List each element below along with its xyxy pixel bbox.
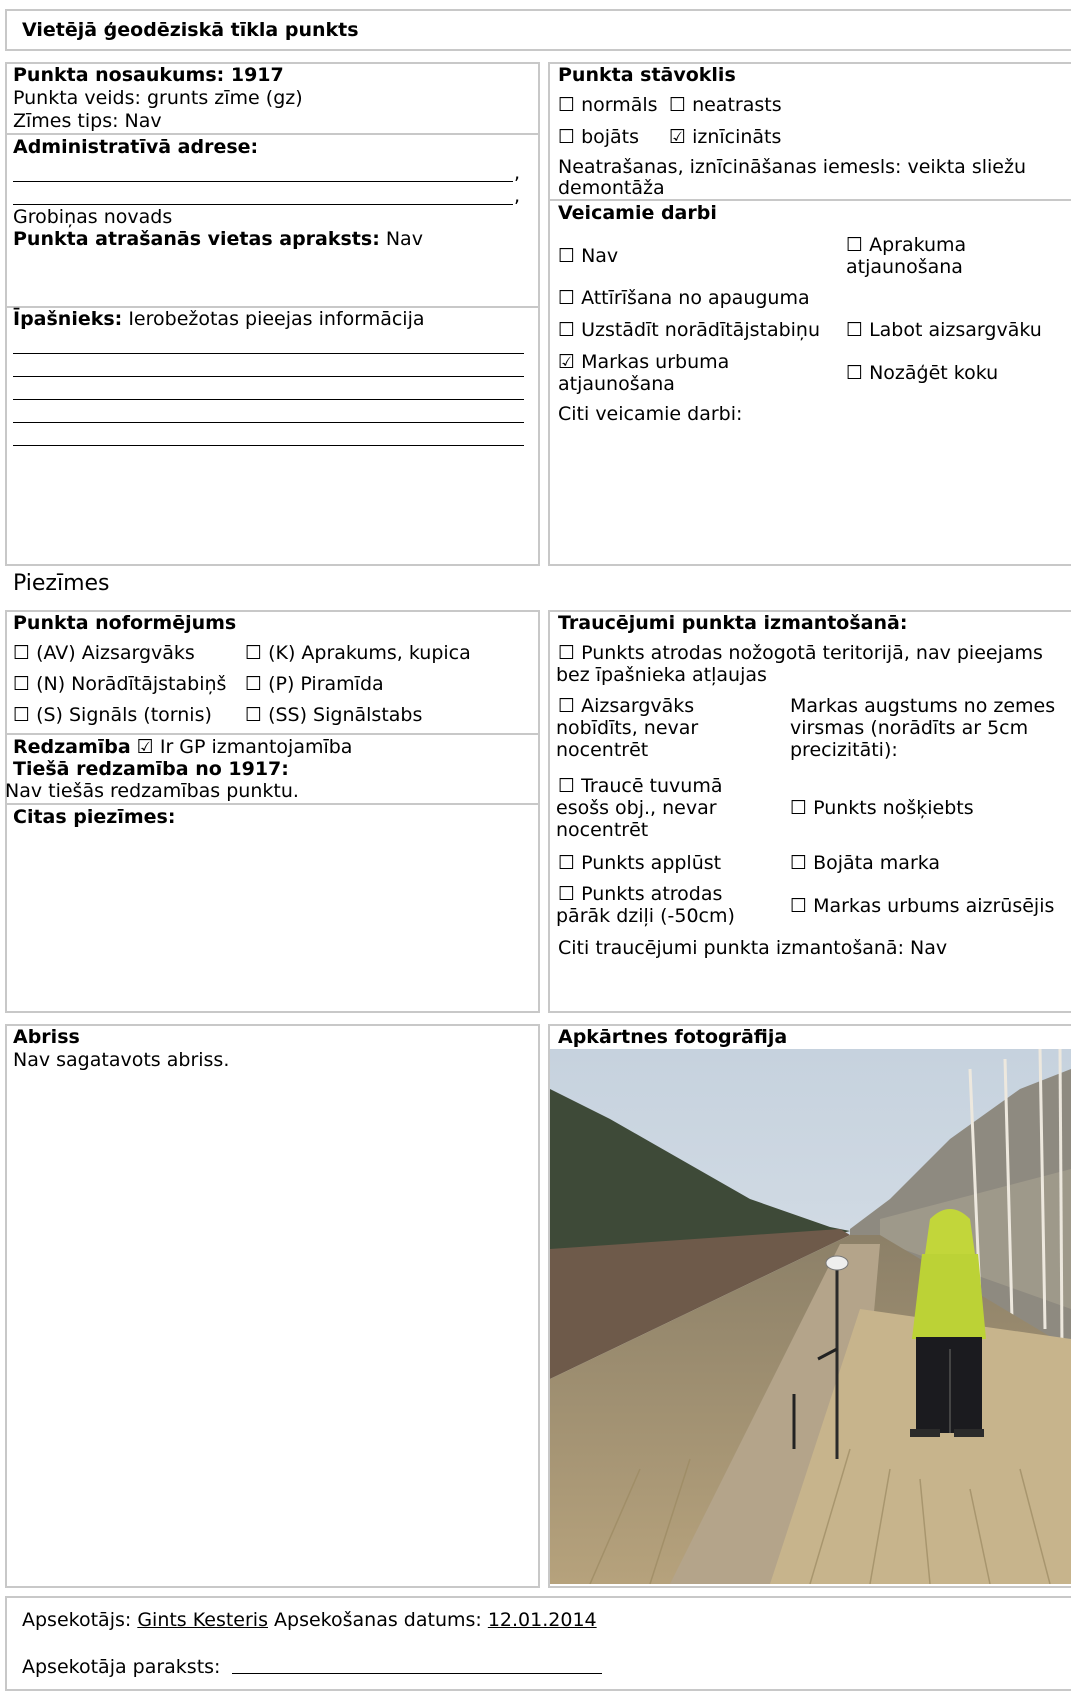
issue-deep-line-2: pārāk dziļi (-50cm) bbox=[556, 905, 735, 927]
work-mark-line-2: atjaunošana bbox=[558, 373, 675, 395]
direct-visibility-value: Nav tiešās redzamības punktu. bbox=[5, 780, 299, 802]
owner-line-3 bbox=[13, 399, 524, 400]
owner-value: Ierobežotas pieejas informācija bbox=[122, 308, 425, 330]
notes-heading: Piezīmes bbox=[13, 571, 110, 596]
work-clean: ☐ Attīrīšana no apauguma bbox=[558, 287, 810, 309]
issue-private-line-1: ☐ Punkts atrodas nožogotā teritorijā, nav pieejams bbox=[558, 642, 1043, 664]
work-dig-line-1: ☐ Aprakuma bbox=[846, 234, 967, 256]
divider bbox=[7, 133, 538, 135]
issue-flooded: ☐ Punkts applūst bbox=[558, 852, 722, 874]
owner-line-5 bbox=[13, 445, 524, 446]
design-p: ☐ (P) Piramīda bbox=[245, 673, 384, 695]
divider bbox=[7, 733, 538, 735]
issue-deep-line-1: ☐ Punkts atrodas bbox=[558, 883, 723, 905]
state-normal-checkbox: ☐ normāls bbox=[558, 94, 658, 116]
owner-line-4 bbox=[13, 422, 524, 423]
destruction-reason-line-1: Neatrašanas, iznīcināšanas iemesls: veikta sliežu bbox=[558, 156, 1026, 178]
inspection-date: 12.01.2014 bbox=[487, 1609, 597, 1631]
location-label: Punkta atrašanās vietas apraksts: bbox=[13, 228, 380, 250]
visibility-label: Redzamība bbox=[13, 736, 131, 758]
work-dig-line-2: atjaunošana bbox=[846, 256, 963, 278]
location-description bbox=[13, 228, 423, 250]
owner-line-2 bbox=[13, 376, 524, 377]
work-nav: ☐ Nav bbox=[558, 245, 619, 267]
works-heading: Veicamie darbi bbox=[558, 202, 717, 224]
visibility bbox=[13, 736, 352, 758]
county: Grobiņas novads bbox=[13, 206, 173, 228]
state-not-found-checkbox: ☐ neatrasts bbox=[669, 94, 782, 116]
address-line-2 bbox=[13, 204, 513, 205]
mark-height-line-1: Markas augstums no zemes bbox=[790, 695, 1056, 717]
visibility-value: ☑ Ir GP izmantojamība bbox=[130, 736, 353, 758]
issue-guard-line-1: ☐ Aizsargvāks bbox=[558, 695, 695, 717]
work-other: Citi veicamie darbi: bbox=[558, 403, 743, 425]
sign-type: Zīmes tips: Nav bbox=[13, 110, 162, 132]
issues-heading: Traucējumi punkta izmantošanā: bbox=[558, 612, 908, 634]
design-k: ☐ (K) Aprakums, kupica bbox=[245, 642, 471, 664]
photo-illustration bbox=[550, 1049, 1071, 1584]
issue-private-line-2: bez īpašnieka atļaujas bbox=[556, 664, 767, 686]
sketch-heading: Abriss bbox=[13, 1026, 80, 1048]
point-name: Punkta nosaukums: 1917 bbox=[13, 64, 284, 86]
inspector-line bbox=[22, 1609, 597, 1631]
other-notes-label: Citas piezīmes: bbox=[13, 806, 176, 828]
mark-height-line-2: virsmas (norādīts ar 5cm bbox=[790, 717, 1029, 739]
point-type: Punkta veids: grunts zīme (gz) bbox=[13, 87, 303, 109]
state-destroyed-checkbox: ☑ iznīcināts bbox=[669, 126, 782, 148]
issue-other: Citi traucējumi punkta izmantošanā: Nav bbox=[558, 937, 948, 959]
design-s: ☐ (S) Signāls (tornis) bbox=[13, 704, 212, 726]
address-line-1 bbox=[13, 181, 513, 182]
date-label: Apsekošanas datums: bbox=[267, 1609, 488, 1631]
direct-visibility-label: Tiešā redzamība no 1917: bbox=[13, 758, 289, 780]
issue-shifted: ☐ Punkts nošķiebts bbox=[790, 797, 974, 819]
inspector-label: Apsekotājs: bbox=[22, 1609, 138, 1631]
design-ss: ☐ (SS) Signālstabs bbox=[245, 704, 423, 726]
sketch-box bbox=[5, 1024, 540, 1588]
state-damaged-checkbox: ☐ bojāts bbox=[558, 126, 640, 148]
owner bbox=[13, 308, 425, 330]
address-comma-1: , bbox=[514, 162, 521, 184]
signature-line bbox=[232, 1673, 602, 1674]
design-n: ☐ (N) Norādītājstabiņš bbox=[13, 673, 227, 695]
owner-label: Īpašnieks: bbox=[13, 308, 123, 330]
issue-guard-line-3: nocentrēt bbox=[556, 739, 649, 761]
address-label: Administratīvā adrese: bbox=[13, 136, 259, 158]
address-comma-2: , bbox=[514, 185, 521, 207]
design-av: ☐ (AV) Aizsargvāks bbox=[13, 642, 195, 664]
state-heading: Punkta stāvoklis bbox=[558, 64, 736, 86]
issue-near-line-1: ☐ Traucē tuvumā bbox=[558, 775, 723, 797]
work-mark-line-1: ☑ Markas urbuma bbox=[558, 351, 730, 373]
issue-near-line-2: esošs obj., nevar bbox=[556, 797, 717, 819]
work-post: ☐ Uzstādīt norādītājstabiņu bbox=[558, 319, 821, 341]
divider bbox=[550, 199, 1071, 201]
divider bbox=[7, 803, 538, 805]
design-heading: Punkta noformējums bbox=[13, 612, 237, 634]
issue-near-line-3: nocentrēt bbox=[556, 819, 649, 841]
location-value: Nav bbox=[379, 228, 423, 250]
issue-clogged: ☐ Markas urbums aizrūsējis bbox=[790, 895, 1055, 917]
surroundings-photo bbox=[550, 1049, 1071, 1584]
photo-heading: Apkārtnes fotogrāfija bbox=[558, 1026, 788, 1048]
sketch-text: Nav sagatavots abriss. bbox=[13, 1049, 230, 1071]
issue-damaged-mark: ☐ Bojāta marka bbox=[790, 852, 941, 874]
destruction-reason-line-2: demontāža bbox=[558, 177, 665, 199]
work-tree: ☐ Nozāģēt koku bbox=[846, 362, 999, 384]
page-title: Vietējā ģeodēziskā tīkla punkts bbox=[22, 19, 359, 41]
work-guard: ☐ Labot aizsargvāku bbox=[846, 319, 1042, 341]
issue-guard-line-2: nobīdīts, nevar bbox=[556, 717, 699, 739]
inspector-name: Gints Kesteris bbox=[137, 1609, 268, 1631]
mark-height-line-3: precizitāti): bbox=[790, 739, 898, 761]
owner-line-1 bbox=[13, 353, 524, 354]
signature-label: Apsekotāja paraksts: bbox=[22, 1656, 221, 1678]
